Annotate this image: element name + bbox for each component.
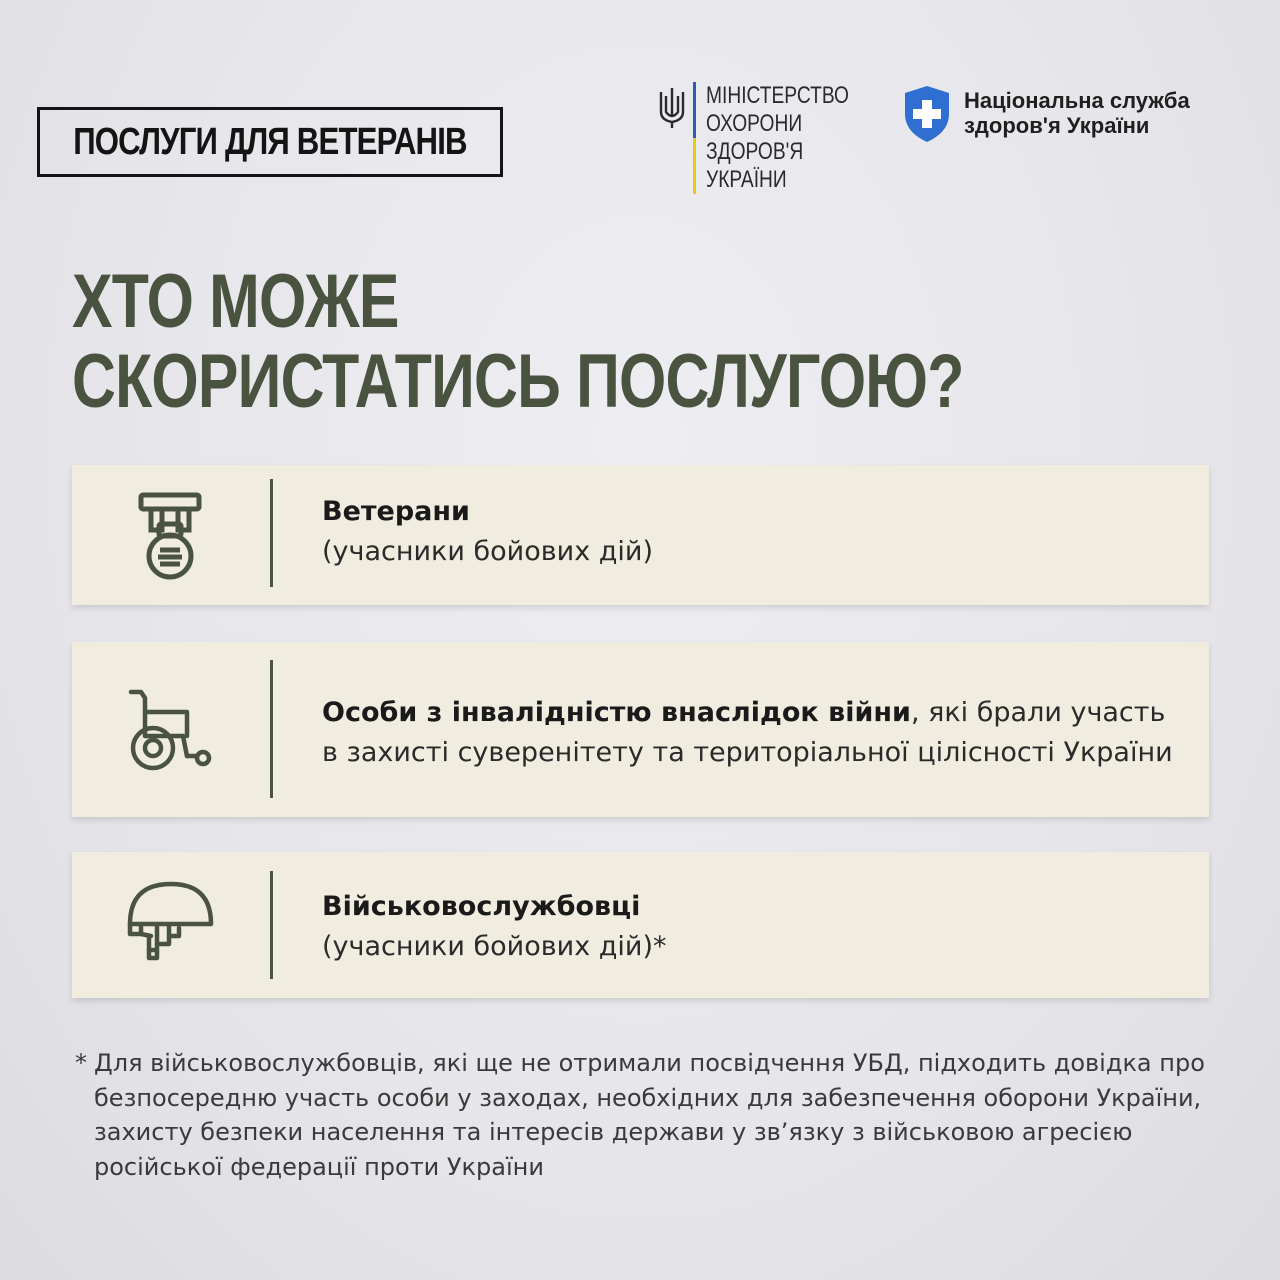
footnote-line-3: захисту безпеки населення та інтересів держави у зв’язку з військовою агресією <box>94 1118 1133 1146</box>
moh-line-4: УКРАЇНИ <box>706 166 787 193</box>
nszu-logo <box>902 84 1190 144</box>
title-line-2: СКОРИСТАТИСЬ ПОСЛУГОЮ? <box>72 339 964 424</box>
card-text <box>322 887 667 967</box>
moh-logo <box>657 82 885 194</box>
section-header-label: ПОСЛУГИ ДЛЯ ВЕТЕРАНІВ <box>73 120 467 163</box>
footnote-star: * <box>75 1049 87 1077</box>
moh-line-2: ОХОРОНИ <box>706 110 803 137</box>
card-veterans <box>72 465 1209 605</box>
card-text <box>322 492 653 572</box>
moh-line-3: ЗДОРОВ'Я <box>706 138 804 165</box>
card-rest-1: , які брали участь <box>910 697 1166 728</box>
footnote <box>75 1046 1205 1184</box>
divider-line <box>270 871 273 979</box>
footnote-line-4: російської федерації проти України <box>94 1152 544 1181</box>
moh-line-1: МІНІСТЕРСТВО <box>706 82 849 109</box>
card-bold: Військовослужбовці <box>322 891 641 922</box>
card-text <box>322 693 1173 773</box>
section-header <box>37 107 503 177</box>
medal-icon <box>127 490 217 580</box>
card-disability <box>72 642 1209 817</box>
nszu-line-1: Національна служба <box>964 88 1190 113</box>
footnote-line-1: Для військовослужбовців, які ще не отримали посвідчення УБД, підходить довідка про <box>94 1049 1205 1077</box>
card-military <box>72 852 1209 998</box>
card-rest-2: в захисті суверенітету та територіальної цілісності України <box>322 737 1173 768</box>
helmet-icon <box>127 878 217 968</box>
nszu-line-2: здоров'я України <box>964 113 1150 138</box>
divider-line <box>270 479 273 587</box>
shield-cross-icon <box>902 84 952 144</box>
card-bold: Ветерани <box>322 496 470 527</box>
title-line-1: ХТО МОЖЕ <box>72 259 399 344</box>
wheelchair-icon <box>127 686 217 776</box>
page-title <box>72 259 964 424</box>
card-rest: (учасники бойових дій)* <box>322 931 667 962</box>
card-bold: Особи з інвалідністю внаслідок війни <box>322 697 911 728</box>
divider-line <box>270 660 273 798</box>
card-rest: (учасники бойових дій) <box>322 536 654 567</box>
flag-bar <box>693 82 696 194</box>
trident-icon <box>657 86 687 130</box>
footnote-line-2: безпосередню участь особи у заходах, необхідних для забезпечення оборони України, <box>94 1083 1202 1112</box>
